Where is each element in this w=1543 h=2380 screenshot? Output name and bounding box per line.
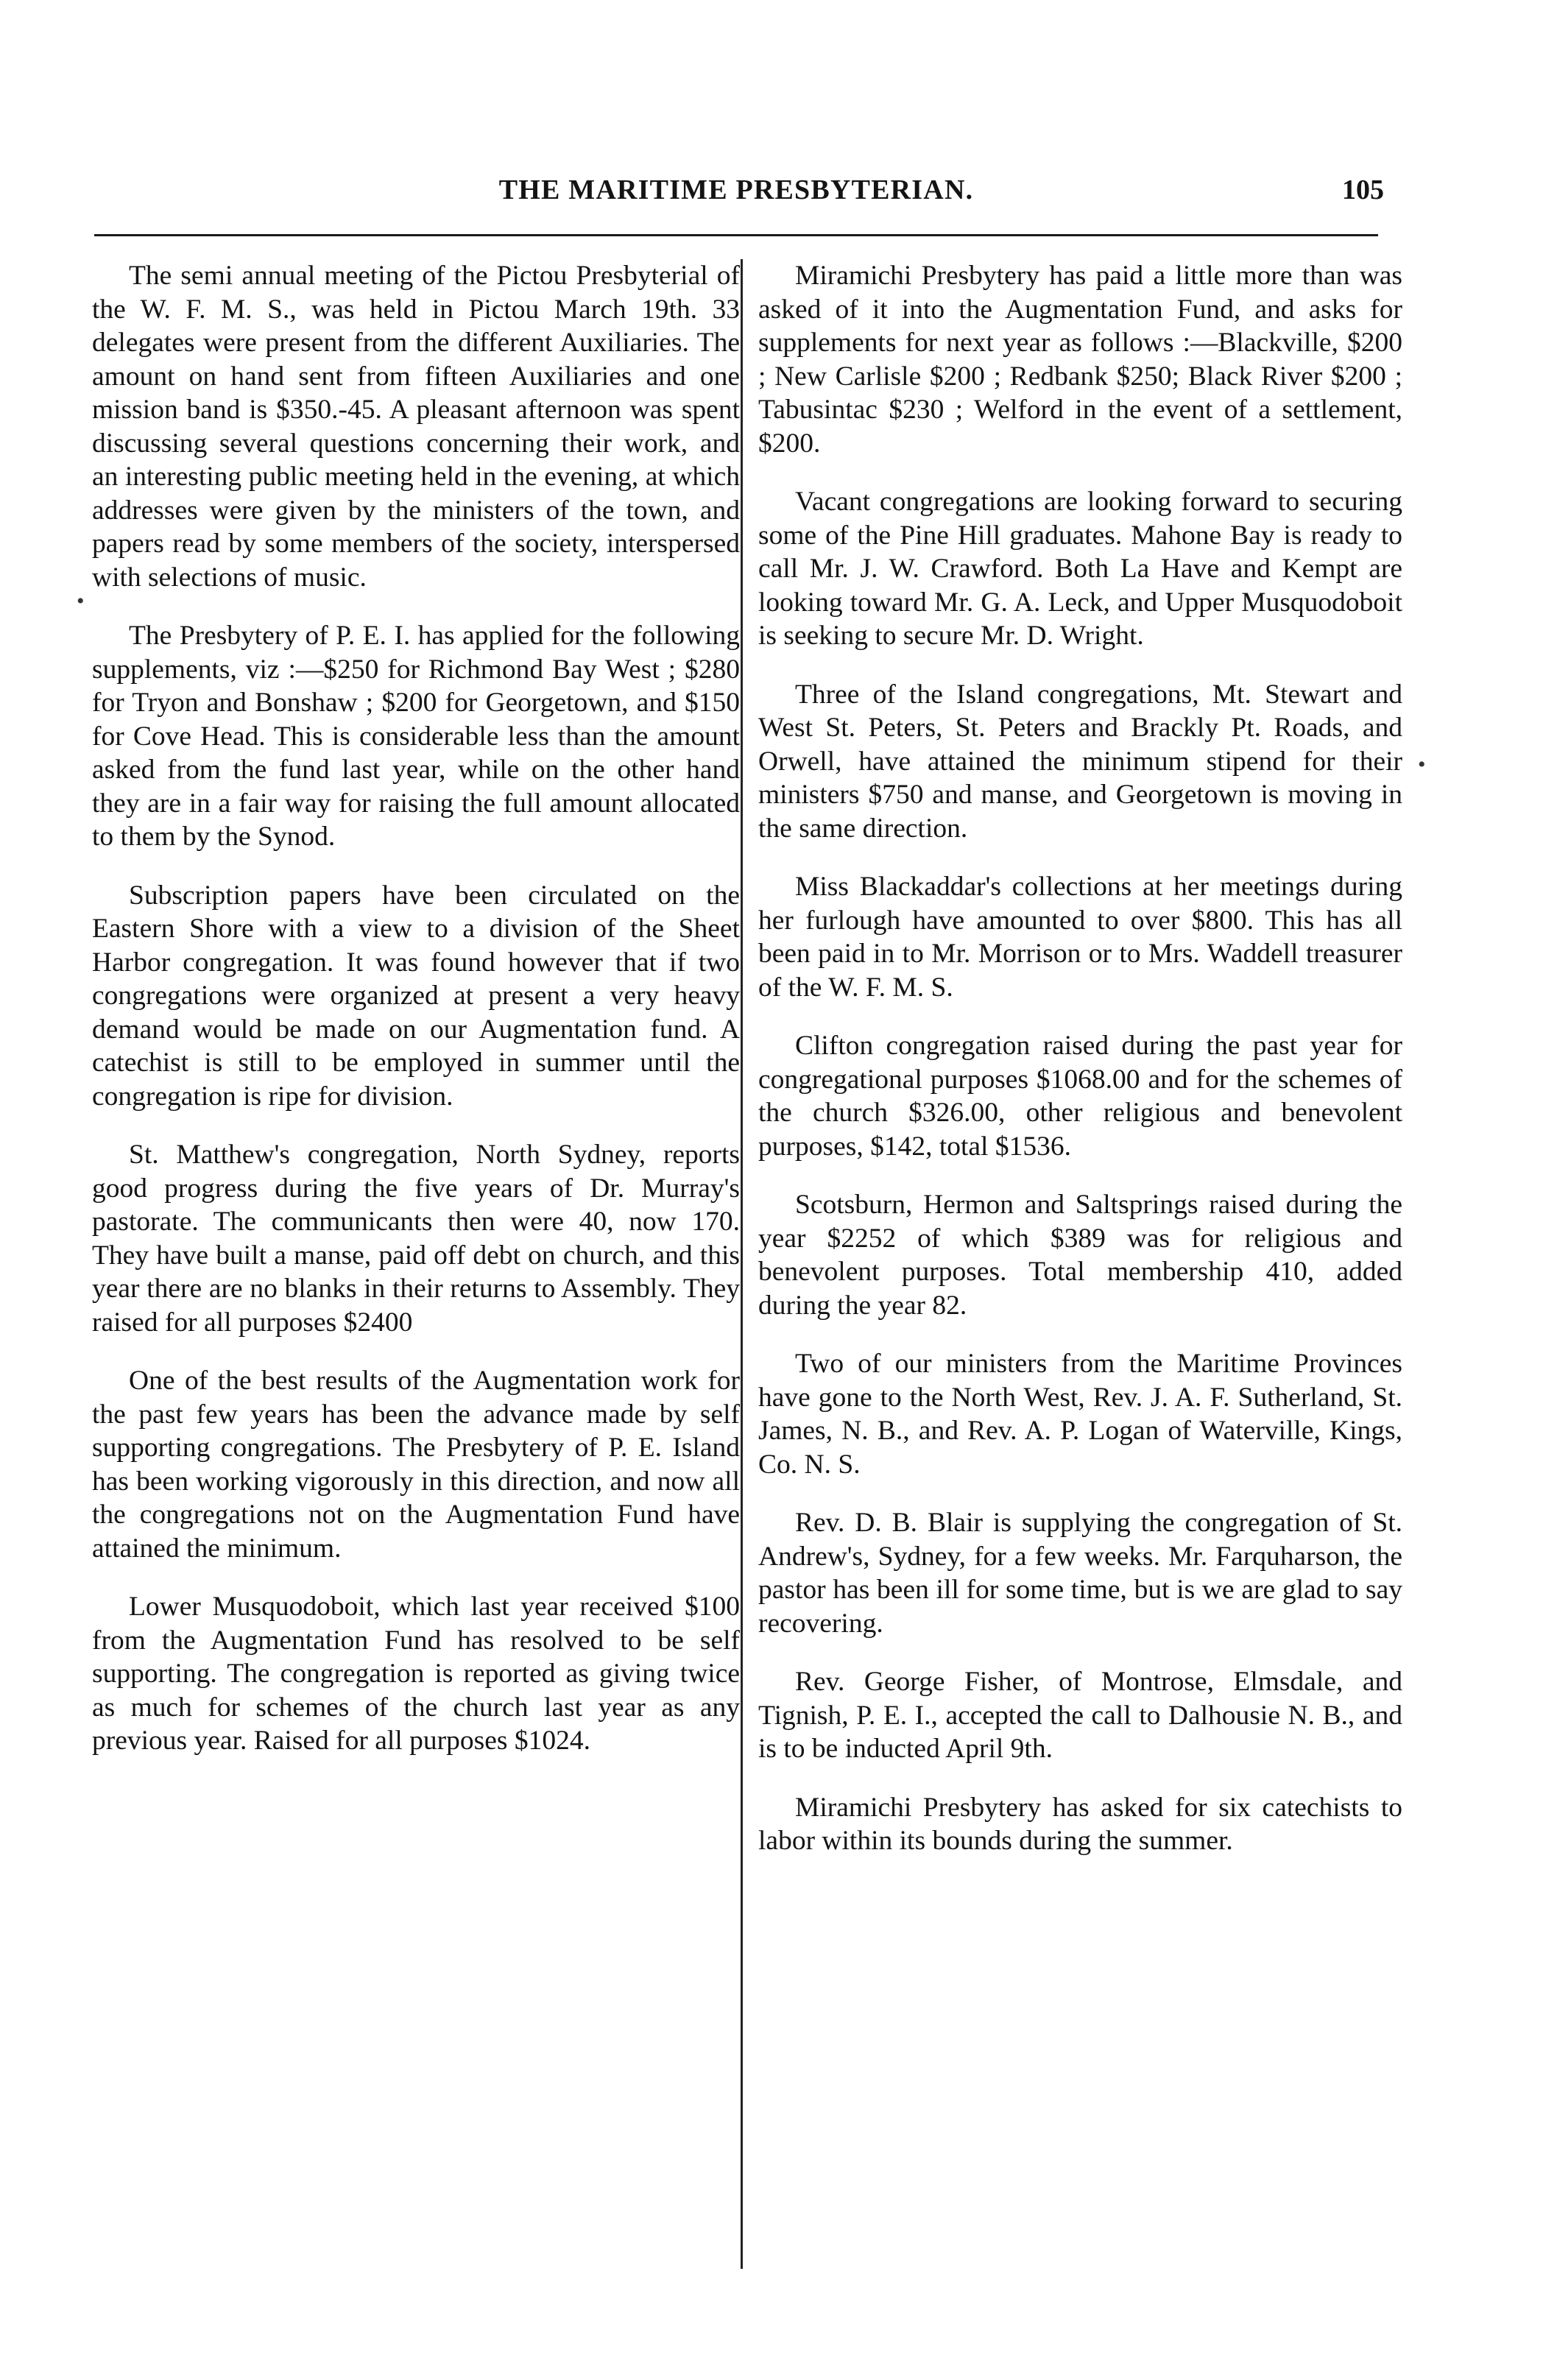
paragraph-pei-supplements: The Presbytery of P. E. I. has applied for the following supplements, viz :—$250 for Richmond Bay West ; $280 for Tryon and Bonshaw ; $200 for Georgetown, and $150 for Cove Head. This is considerable less than the amount asked from the fund last year, while on the other hand they are in a fair way for raising the full amount allocated to them by the Synod. [92,621,740,852]
paragraph-ministers-north-west: Two of our ministers from the Maritime Provinces have gone to the North West, Rev. J. A. F. Sutherland, St. James, N. B., and Rev. A. P. Logan of Waterville, Kings, Co. N. S. [758,1349,1402,1480]
page-header [88,174,1384,218]
paragraph-scotsburn: Scotsburn, Hermon and Saltsprings raised during the year $2252 of which $389 was for religious and benevolent purposes. Total membership 410, added during the year 82. [758,1190,1402,1321]
paragraph-st-matthews: St. Matthew's congregation, North Sydney, reports good progress during the five years of Dr. Murray's pastorate. The communicants then were 40, now 170. They have built a manse, paid off debt on church, and this year there are no blanks in their returns to Assembly. They raised for all purposes $2400 [92,1140,740,1338]
paragraph-island-congregations: Three of the Island congregations, Mt. Stewart and West St. Peters, St. Peters and Brackly Pt. Roads, and Orwell, have attained the minimum stipend for their ministers $750 and manse, and Georgetown is moving in the same direction. [758,679,1402,844]
margin-mark: • [1418,752,1426,777]
page-number: 105 [1342,174,1384,205]
running-title: THE MARITIME PRESBYTERIAN. [498,174,974,205]
paragraph-pictou-presbyterial: The semi annual meeting of the Pictou Presbyterial of the W. F. M. S., was held in Pictou March 19th. 33 delegates were present from the different Auxiliaries. The amount on hand sent from fifteen Auxiliaries and one mission band is $350.-45. A pleasant afternoon was spent discussing several questions concerning their work, and an interesting public meeting held in the evening, at which addresses were given by the ministers of the town, and papers read by some members of the society, interspersed with selections of music. [92,261,740,593]
paragraph-miramichi-supplements: Miramichi Presbytery has paid a little more than was asked of it into the Augmentation Fund, and asks for supplements for next year as follows :—Blackville, $200 ; New Carlisle $200 ; Redbank $250; Black River $200 ; Tabusintac $230 ; Welford in the event of a settlement, $200. [758,261,1402,459]
left-column [92,259,740,2269]
margin-mark: • [77,589,85,613]
paragraph-lower-musquodoboit: Lower Musquodoboit, which last year received $100 from the Augmentation Fund has resolved to be self supporting. The congregation is reported as giving twice as much for schemes of the church last year as any previous year. Raised for all purposes $1024. [92,1592,740,1756]
paragraph-miss-blackaddar: Miss Blackaddar's collections at her meetings during her furlough have amounted to over $800. This has all been paid in to Mr. Morrison or to Mrs. Waddell treasurer of the W. F. M. S. [758,872,1402,1003]
paragraph-augmentation-results: One of the best results of the Augmentation work for the past few years has been the advance made by self supporting congregations. The Presbytery of P. E. Island has been working vigorously in this direction, and now all the congregations not on the Augmentation Fund have attained the minimum. [92,1366,740,1564]
paragraph-miramichi-catechists: Miramichi Presbytery has asked for six catechists to labor within its bounds during the summer. [758,1792,1402,1856]
right-column [758,259,1402,2269]
paragraph-clifton: Clifton congregation raised during the past year for congregational purposes $1068.00 and for the schemes of the church $326.00, other religious and benevolent purposes, $142, total $1536. [758,1031,1402,1162]
header-rule [94,234,1378,236]
paragraph-rev-fisher: Rev. George Fisher, of Montrose, Elmsdale, and Tignish, P. E. I., accepted the call to Dalhousie N. B., and is to be inducted April 9th. [758,1667,1402,1764]
column-divider [741,259,743,2269]
paragraph-sheet-harbor: Subscription papers have been circulated on the Eastern Shore with a view to a division of the Sheet Harbor congregation. It was found however that if two congregations were organized at present a very heavy demand would be made on our Augmentation fund. A catechist is still to be employed in summer until the congregation is ripe for division. [92,880,740,1112]
paragraph-rev-blair: Rev. D. B. Blair is supplying the congregation of St. Andrew's, Sydney, for a few weeks. Mr. Farquharson, the pastor has been ill for some time, but is we are glad to say recovering. [758,1508,1402,1639]
paragraph-vacant-congregations: Vacant congregations are looking forward to securing some of the Pine Hill graduates. Mahone Bay is ready to call Mr. J. W. Crawford. Both La Have and Kempt are looking toward Mr. G. A. Leck, and Upper Musquodoboit is seeking to secure Mr. D. Wright. [758,487,1402,651]
